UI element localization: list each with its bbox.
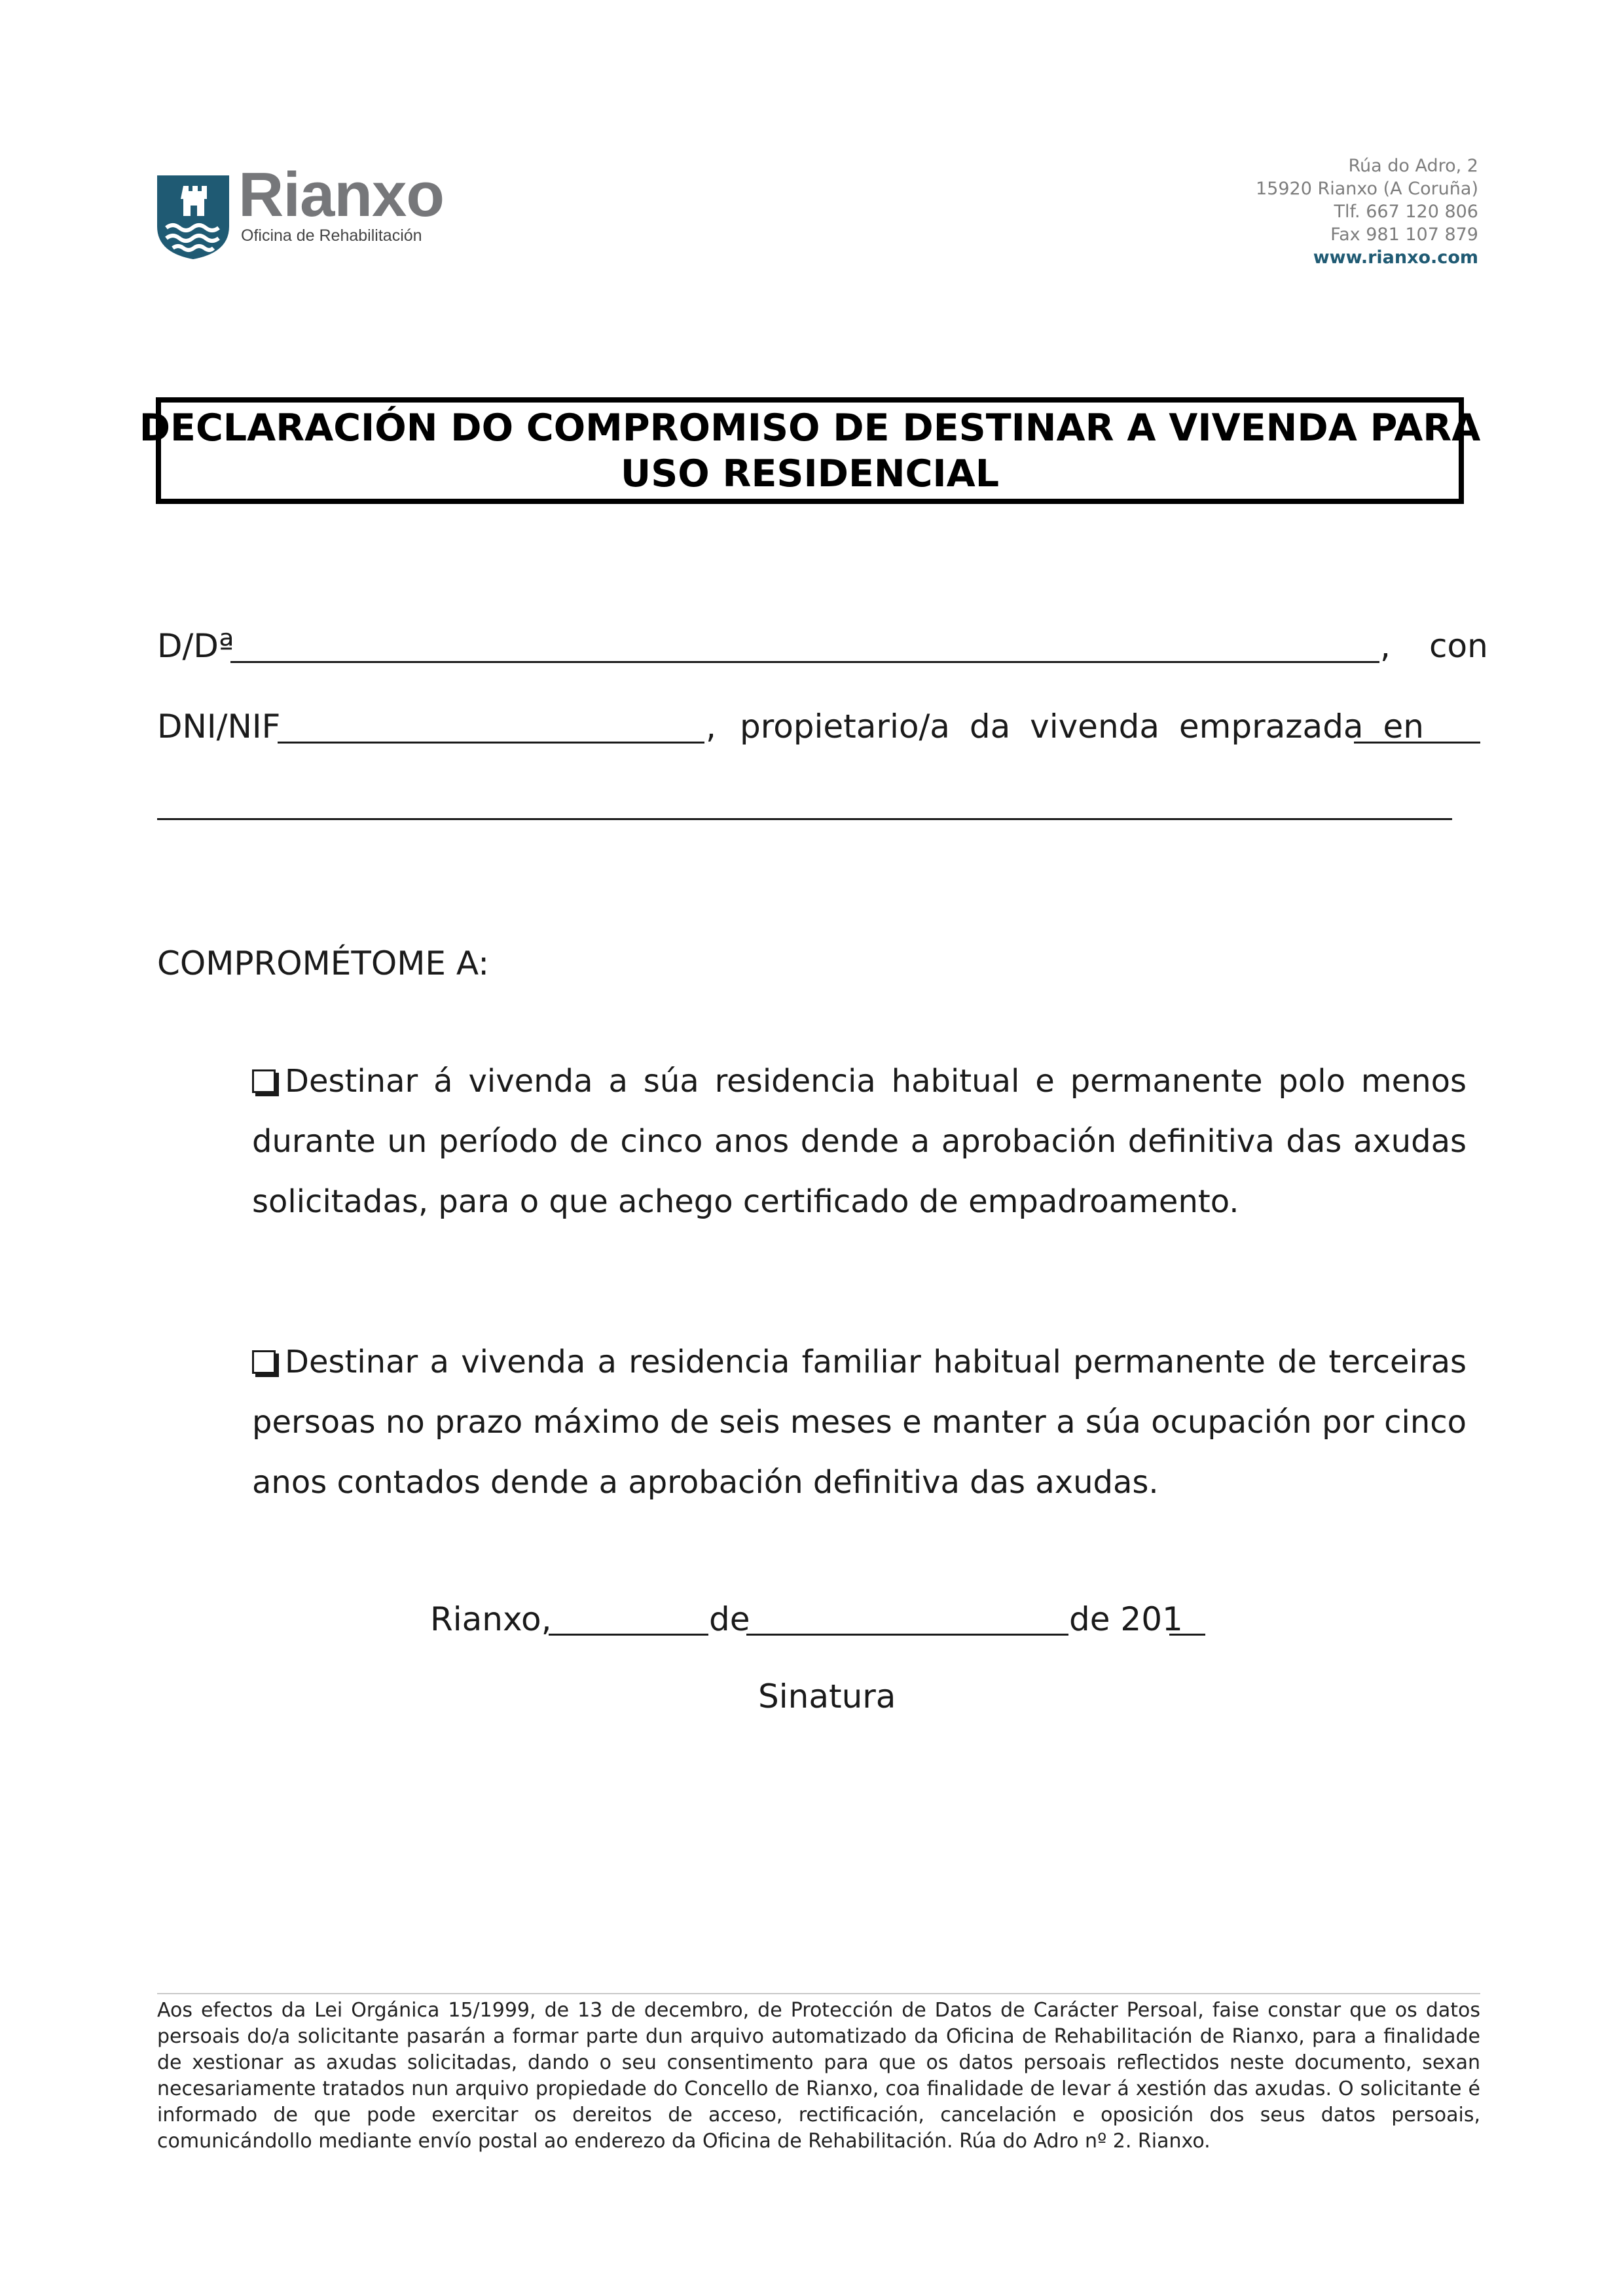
address-fax: Fax 981 107 879 [1330, 224, 1478, 245]
signature-label: Sinatura [758, 1677, 896, 1715]
address-block [1256, 154, 1478, 269]
option-residence-text: Destinar á vivenda a súa residencia habitual e permanente polo menos durante un período de cinco anos dende a aprobación definitiva das axudas solicitadas, para o que achego certificado de empadroamento. [252, 1063, 1467, 1220]
option-third-parties [252, 1332, 1467, 1513]
address-phone: Tlf. 667 120 806 [1334, 202, 1478, 222]
address-street: Rúa do Adro, 2 [1348, 156, 1478, 176]
logo [157, 160, 484, 263]
date-year-field[interactable] [1169, 1634, 1205, 1636]
option-third-parties-text: Destinar a vivenda a residencia familiar habitual permanente de terceiras persoas no prazo máximo de seis meses e manter a súa ocupación por cinco anos contados dende a aprobación definitiva das axudas. [252, 1344, 1467, 1501]
shield-icon [157, 175, 229, 259]
name-con: con [1429, 627, 1488, 665]
commitment-heading: COMPROMÉTOME A: [157, 944, 490, 982]
checkbox-third-parties[interactable] [252, 1350, 276, 1374]
name-field[interactable] [230, 661, 1379, 663]
dni-text: propietario/a da vivenda emprazada en [740, 708, 1424, 745]
logo-subtitle: Oficina de Rehabilitación [241, 226, 422, 245]
option-residence [252, 1051, 1467, 1232]
footer-divider [157, 1993, 1480, 1994]
date-place: Rianxo, [430, 1600, 552, 1638]
address-city: 15920 Rianxo (A Coruña) [1255, 179, 1478, 199]
date-day-field[interactable] [549, 1634, 708, 1636]
website-link[interactable]: www.rianxo.com [1313, 247, 1478, 268]
name-label: D/Dª [157, 627, 234, 665]
legal-notice: Aos efectos da Lei Orgánica 15/1999, de 13 de decembro, de Protección de Datos de Carácter Persoal, faise constar que os datos persoais do/a solicitante pasarán a formar parte dun arquivo automatizado da Oficina de Rehabilitación de Rianxo, para a finalidade de xestionar as axudas solicitadas, dando o seu consentimento para que os datos persoais reflectidos neste documento, sexan necesariamente tratados nun arquivo propiedade do Concello de Rianxo, coa finalidade de levar á xestión das axudas. O solicitante é informado de que pode exercitar os dereitos de acceso, rectificación, cancelación e oposición dos seus datos persoais, comunicándollo mediante envío postal ao enderezo da Oficina de Rehabilitación. Rúa do Adro nº 2. Rianxo. [157, 1999, 1480, 2153]
dni-comma: , [706, 708, 716, 745]
document-title [139, 397, 1481, 504]
date-de-2: de 201 [1069, 1600, 1183, 1638]
title-line-1: DECLARACIÓN DO COMPROMISO DE DESTINAR A VIVENDA PARA [139, 406, 1481, 450]
date-month-field[interactable] [746, 1634, 1068, 1636]
name-comma: , [1380, 627, 1391, 665]
title-line-2: USO RESIDENCIAL [620, 452, 1000, 495]
date-de-1: de [709, 1600, 750, 1638]
checkbox-residence[interactable] [252, 1069, 276, 1093]
dni-field[interactable] [278, 742, 704, 744]
dni-label: DNI/NIF [157, 708, 281, 745]
logo-name: Rianxo [238, 160, 445, 230]
address-field[interactable] [157, 818, 1452, 820]
address-field-start[interactable] [1354, 742, 1480, 744]
